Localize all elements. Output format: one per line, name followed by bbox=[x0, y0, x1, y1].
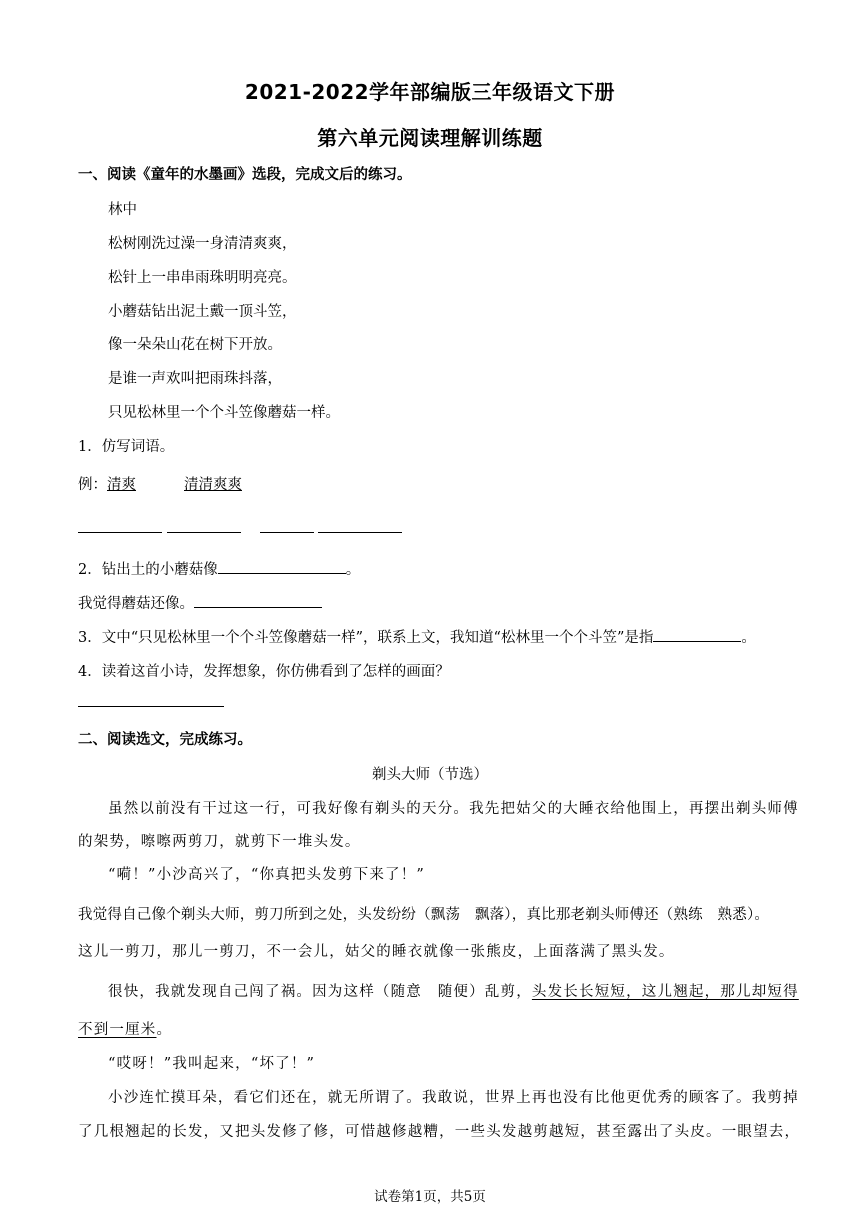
poem-line: 林中 bbox=[108, 202, 137, 218]
question-1-blanks bbox=[78, 520, 402, 537]
passage-paragraph: “嗬！”小沙高兴了，“你真把头发剪下来了！” bbox=[108, 867, 426, 883]
poem-line: 像一朵朵山花在树下开放。 bbox=[108, 337, 282, 353]
poem-line: 小蘑菇钻出泥土戴一顶斗笠， bbox=[108, 304, 297, 320]
answer-blank[interactable] bbox=[653, 629, 741, 642]
question-2-text: 2．钻出土的小蘑菇像 bbox=[78, 562, 218, 578]
passage-title: 剃头大师（节选） bbox=[372, 767, 488, 783]
question-2b bbox=[78, 592, 322, 613]
exam-title: 2021-2022学年部编版三年级语文下册 bbox=[244, 80, 616, 104]
poem-line: 是谁一声欢叫把雨珠抖落， bbox=[108, 371, 282, 387]
example-answer: 清清爽爽 bbox=[184, 477, 242, 493]
answer-blank[interactable] bbox=[167, 520, 241, 533]
question-3 bbox=[78, 626, 756, 647]
passage-paragraph: 虽然以前没有干过这一行，可我好像有剃头的天分。我先把姑父的大睡衣给他围上，再摆出剃头师傅 bbox=[108, 801, 799, 817]
poem-line: 松树刚洗过澡一身清清爽爽， bbox=[108, 236, 297, 252]
passage-paragraph: 的架势，嚓嚓两剪刀，就剪下一堆头发。 bbox=[78, 834, 361, 850]
question-1: 1．仿写词语。 bbox=[78, 439, 175, 455]
example-prefix: 例： bbox=[78, 477, 107, 493]
paragraph-end: 。 bbox=[156, 1022, 173, 1038]
answer-blank[interactable] bbox=[78, 520, 162, 533]
section1-heading: 一、阅读《童年的水墨画》选段，完成文后的练习。 bbox=[78, 167, 412, 183]
poem-line: 只见松林里一个个斗笠像蘑菇一样。 bbox=[108, 405, 340, 421]
underlined-sentence: 不到一厘米 bbox=[78, 1022, 157, 1038]
page-footer: 试卷第1页，共5页 bbox=[374, 1189, 486, 1205]
answer-blank[interactable] bbox=[194, 595, 322, 608]
exam-subtitle: 第六单元阅读理解训练题 bbox=[317, 126, 543, 150]
question-2b-text: 我觉得蘑菇还像。 bbox=[78, 596, 194, 612]
question-4: 4．读着这首小诗，发挥想象，你仿佛看到了怎样的画面？ bbox=[78, 664, 450, 680]
passage-paragraph: 小沙连忙摸耳朵，看它们还在，就无所谓了。我敢说，世界上再也没有比他更优秀的顾客了。我剪掉 bbox=[108, 1090, 799, 1106]
example-word: 清爽 bbox=[107, 477, 136, 493]
passage-paragraph bbox=[108, 980, 799, 1001]
underlined-sentence: 头发长长短短，这儿翘起，那儿却短得 bbox=[531, 984, 799, 1000]
answer-blank[interactable] bbox=[260, 520, 314, 533]
question-2-end: 。 bbox=[345, 562, 361, 578]
paragraph-text: 很快，我就发现自己闯了祸。因为这样（随意 随便）乱剪， bbox=[108, 984, 532, 1000]
section2-heading: 二、阅读选文，完成练习。 bbox=[78, 732, 252, 748]
passage-paragraph: 我觉得自己像个剃头大师，剪刀所到之处，头发纷纷（飘荡 飘落），真比那老剃头师傅还（熟练 熟悉）。 bbox=[78, 907, 770, 923]
question-3-end: 。 bbox=[741, 630, 756, 646]
passage-paragraph: 这儿一剪刀，那儿一剪刀，不一会儿，姑父的睡衣就像一张熊皮，上面落满了黑头发。 bbox=[78, 944, 675, 960]
passage-paragraph bbox=[78, 1018, 172, 1039]
poem-line: 松针上一串串雨珠明明亮亮。 bbox=[108, 270, 297, 286]
question-1-example bbox=[78, 473, 242, 494]
question-3-text: 3．文中“只见松林里一个个斗笠像蘑菇一样”，联系上文，我知道“松林里一个个斗笠”是指 bbox=[78, 630, 654, 646]
answer-blank[interactable] bbox=[218, 561, 346, 574]
question-4-blank bbox=[78, 694, 224, 711]
answer-blank[interactable] bbox=[78, 694, 224, 707]
passage-paragraph: 了几根翘起的长发，又把头发修了修，可惜越修越糟，一些头发越剪越短，甚至露出了头皮。一眼望去， bbox=[78, 1124, 801, 1140]
question-2 bbox=[78, 558, 360, 579]
passage-paragraph: “哎呀！”我叫起来，“坏了！” bbox=[108, 1056, 316, 1072]
answer-blank[interactable] bbox=[318, 520, 402, 533]
